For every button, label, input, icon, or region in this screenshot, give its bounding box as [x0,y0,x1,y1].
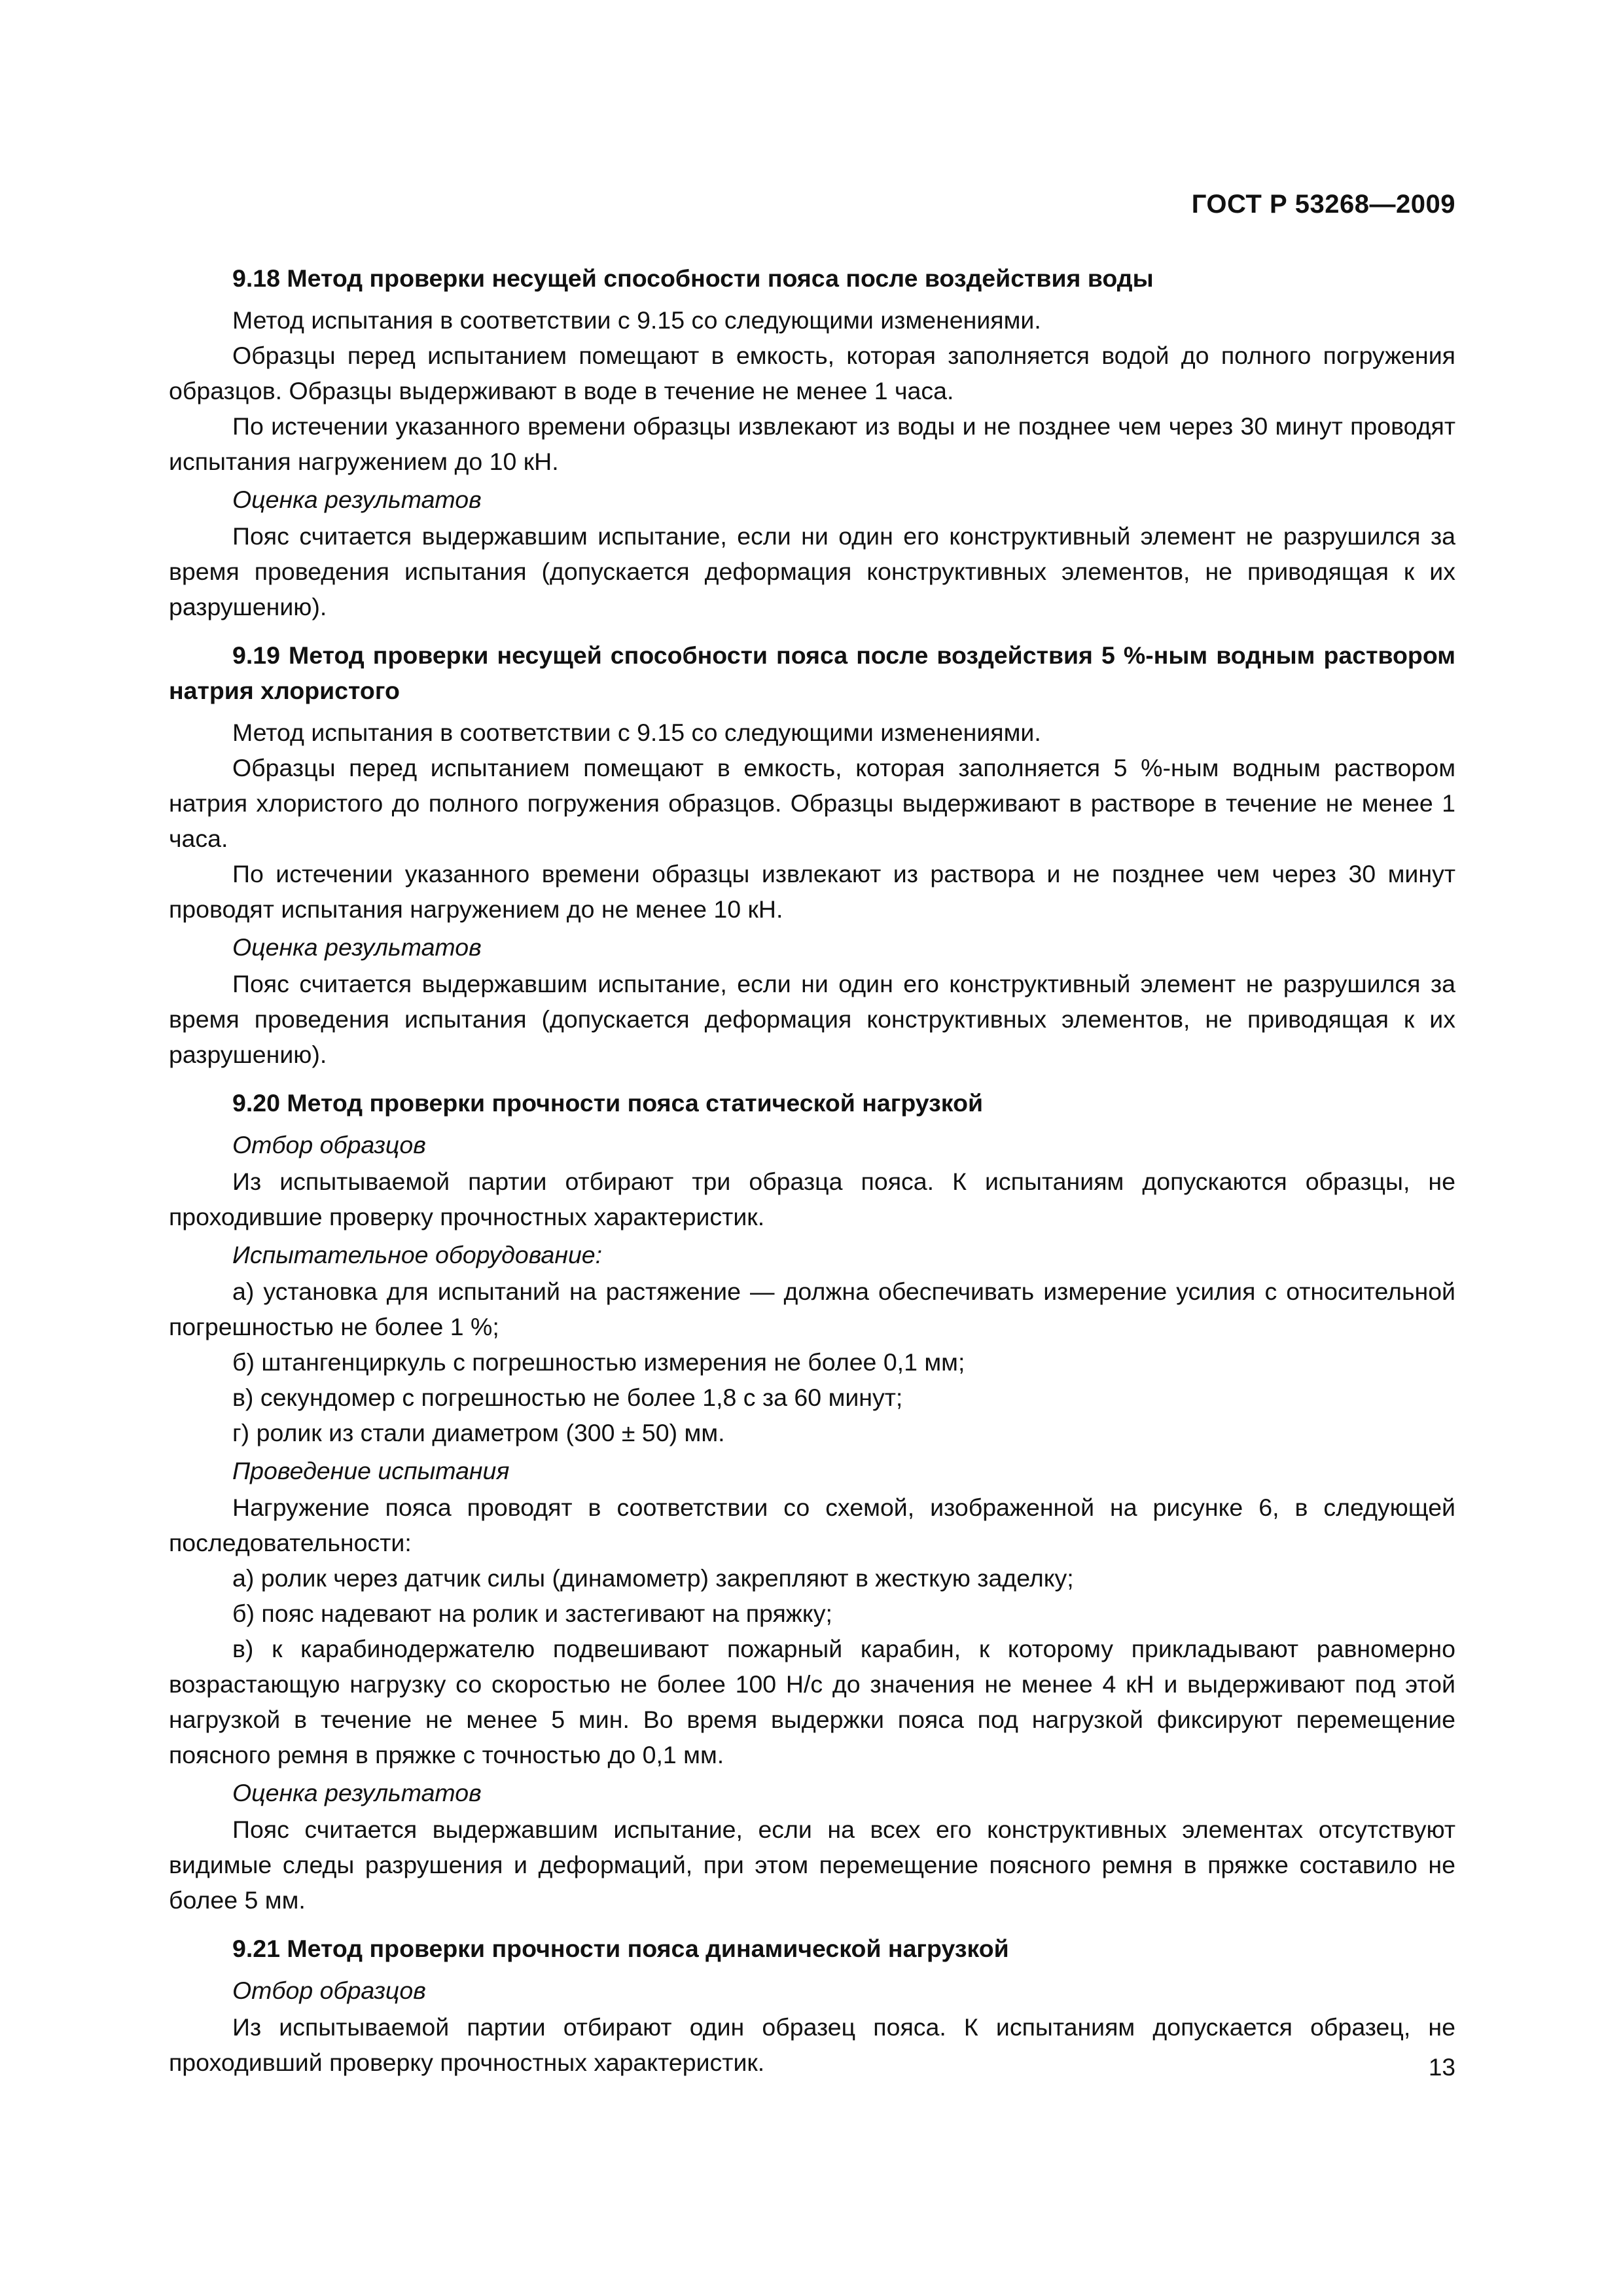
section-heading-9-19: 9.19 Метод проверки несущей способности пояса после воздействия 5 %-ным водным раствором натрия хлористого [169,641,1455,704]
paragraph: Из испытываемой партии отбирают три образца пояса. К испытаниям допускаются образцы, не проходившие проверку прочностных характеристик. [169,1168,1455,1230]
subheading-results: Оценка результатов [232,933,482,961]
subheading-results: Оценка результатов [232,1779,482,1806]
list-item: в) к карабинодержателю подвешивают пожарный карабин, к которому прикладывают равномерно возрастающую нагрузку со скоростью не более 100 Н/с до значения не менее 4 кН и выдерживают под этой нагрузкой в течение не менее 5 мин. Во время выдержки пояса под нагрузкой фиксируют перемещение поясного ремня в пряжке с точностью до 0,1 мм. [169,1635,1455,1768]
list-item: б) пояс надевают на ролик и застегивают на пряжку; [232,1600,832,1627]
paragraph: Пояс считается выдержавшим испытание, если ни один его конструктивный элемент не разрушился за время проведения испытания (допускается деформация конструктивных элементов, не приводящая к их разрушению). [169,970,1455,1068]
paragraph: По истечении указанного времени образцы извлекают из воды и не позднее чем через 30 минут проводят испытания нагружением до 10 кН. [169,412,1455,475]
subheading-procedure: Проведение испытания [232,1457,510,1484]
section-heading-9-20: 9.20 Метод проверки прочности пояса статической нагрузкой [232,1089,984,1117]
list-item: б) штангенциркуль с погрешностью измерения не более 0,1 мм; [232,1348,965,1376]
paragraph: Метод испытания в соответствии с 9.15 со следующими изменениями. [232,719,1041,746]
list-item: а) ролик через датчик силы (динамометр) закрепляют в жесткую заделку; [232,1564,1074,1592]
paragraph: Пояс считается выдержавшим испытание, если на всех его конструктивных элементах отсутствуют видимые следы разрушения и деформаций, при этом перемещение поясного ремня в пряжке составило не более 5 мм. [169,1816,1455,1914]
list-item: г) ролик из стали диаметром (300 ± 50) мм. [232,1419,725,1446]
paragraph: Из испытываемой партии отбирают один образец пояса. К испытаниям допускается образец, не проходивший проверку прочностных характеристик. [169,2013,1455,2076]
document-body [169,260,1455,2080]
section-heading-9-18: 9.18 Метод проверки несущей способности пояса после воздействия воды [232,264,1154,292]
list-item: в) секундомер с погрешностью не более 1,8 с за 60 минут; [232,1384,903,1411]
paragraph: Нагружение пояса проводят в соответствии со схемой, изображенной на рисунке 6, в следующей последовательности: [169,1494,1455,1556]
paragraph: Пояс считается выдержавшим испытание, если ни один его конструктивный элемент не разрушился за время проведения испытания (допускается деформация конструктивных элементов, не приводящая к их разрушению). [169,522,1455,620]
document-header: ГОСТ Р 53268—2009 [1191,190,1455,219]
paragraph: По истечении указанного времени образцы извлекают из раствора и не позднее чем через 30 минут проводят испытания нагружением до не менее 10 кН. [169,860,1455,923]
subheading-sampling: Отбор образцов [232,1131,426,1158]
subheading-results: Оценка результатов [232,486,482,513]
paragraph: Образцы перед испытанием помещают в емкость, которая заполняется водой до полного погружения образцов. Образцы выдерживают в воде в течение не менее 1 часа. [169,342,1455,404]
paragraph: Образцы перед испытанием помещают в емкость, которая заполняется 5 %-ным водным раствором натрия хлористого до полного погружения образцов. Образцы выдерживают в растворе в течение не менее 1 часа. [169,754,1455,852]
list-item: а) установка для испытаний на растяжение — должна обеспечивать измерение усилия с относительной погрешностью не более 1 %; [169,1278,1455,1340]
subheading-sampling: Отбор образцов [232,1977,426,2004]
page-number: 13 [1428,2054,1455,2081]
section-heading-9-21: 9.21 Метод проверки прочности пояса динамической нагрузкой [232,1935,1009,1962]
paragraph: Метод испытания в соответствии с 9.15 со следующими изменениями. [232,306,1041,334]
subheading-equipment: Испытательное оборудование: [232,1241,603,1268]
